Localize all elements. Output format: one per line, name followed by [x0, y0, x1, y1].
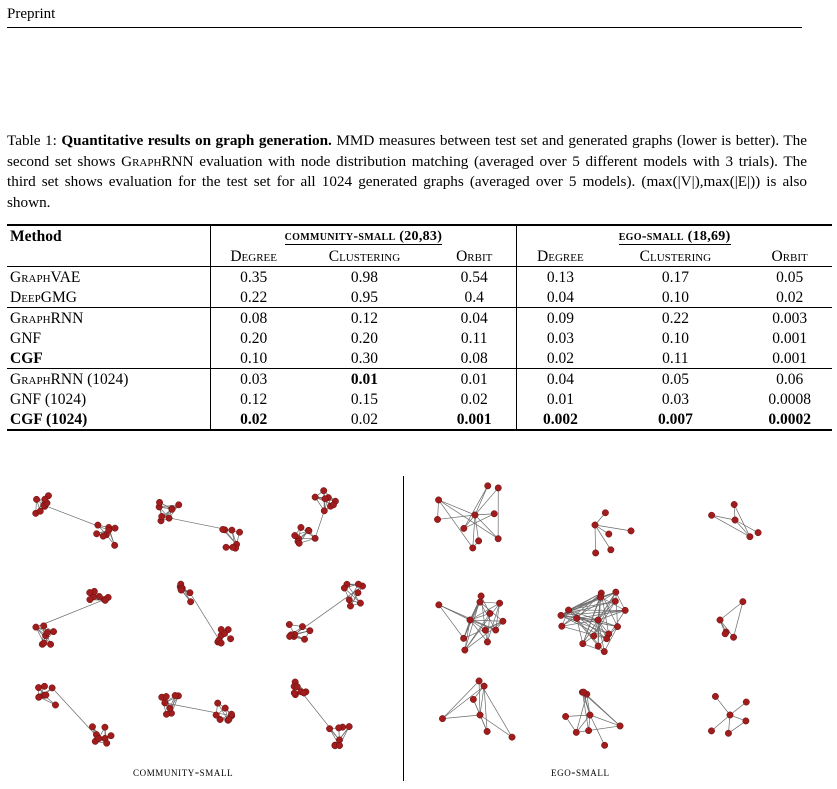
caption-graphrnn: GraphRNN [121, 152, 194, 170]
graph-node [41, 640, 47, 646]
graph-node [222, 705, 228, 711]
graph-node [606, 531, 612, 537]
method-cell: GraphVAE [7, 267, 210, 288]
graph-node [355, 590, 361, 596]
value-cell: 0.001 [772, 349, 808, 367]
value-cell: 0.03 [546, 329, 574, 347]
graph-edge [475, 515, 479, 541]
value-cell: 0.01 [297, 369, 432, 390]
value-cell: 0.30 [350, 349, 379, 367]
value-cell: 0.95 [350, 288, 379, 306]
graph-node [156, 499, 162, 505]
graph-node [286, 621, 292, 627]
graph-node [296, 540, 302, 546]
graph-node [732, 517, 738, 523]
graph-node [580, 689, 586, 695]
graph-node [573, 729, 579, 735]
graph-node [470, 545, 476, 551]
value-cell: 0.002 [517, 409, 604, 430]
graph-node [357, 600, 363, 606]
graph-node [178, 587, 184, 593]
value-cell: 0.001 [772, 329, 808, 347]
graph-node [163, 711, 169, 717]
graph-node [597, 594, 603, 600]
value-cell: 0.20 [240, 329, 268, 347]
metric-header: Degree [230, 247, 277, 265]
graph-edge [712, 515, 750, 536]
graph-samples-figure [0, 470, 837, 789]
graph-node [612, 598, 618, 604]
value-cell: 0.0002 [747, 409, 832, 430]
graph-node [298, 524, 304, 530]
caption-label: Table 1: [7, 132, 57, 149]
method-cell: CGF (1024) [7, 409, 210, 430]
graph-node [42, 496, 48, 502]
table-row [7, 348, 832, 369]
graph-node [608, 547, 614, 553]
graph-edge [315, 511, 324, 539]
graph-node [292, 532, 298, 538]
graph-node [355, 581, 361, 587]
graph-edge [711, 715, 730, 731]
method-cell: GNF [7, 328, 210, 348]
value-cell: 0.13 [517, 267, 604, 288]
graph-node [434, 516, 440, 522]
graph-node [470, 696, 476, 702]
graph-edge [475, 486, 488, 515]
graph-node [320, 487, 326, 493]
graph-node [460, 635, 466, 641]
graph-node [602, 510, 608, 516]
graph-node [743, 718, 749, 724]
graph-edge [439, 500, 499, 539]
value-cell: 0.05 [747, 267, 832, 288]
graph-node [346, 723, 352, 729]
value-cell: 0.4 [432, 287, 517, 308]
graph-node [321, 508, 327, 514]
graph-node [218, 640, 224, 646]
running-header: Preprint [7, 6, 56, 22]
value-cell: 0.09 [517, 308, 604, 329]
graph-node [36, 694, 42, 700]
value-cell: 0.10 [240, 349, 268, 367]
graph-node [159, 513, 165, 519]
graph-edge [442, 715, 480, 719]
graph-node [462, 647, 468, 653]
graph-node [484, 639, 490, 645]
metric-header: Orbit [432, 246, 517, 267]
graph-node [439, 715, 445, 721]
graph-edge [439, 605, 464, 639]
graph-samples [0, 470, 837, 789]
value-cell: 0.04 [546, 288, 574, 306]
method-header: Method [7, 225, 210, 246]
graph-node [299, 623, 305, 629]
value-cell: 0.11 [662, 349, 689, 367]
graph-node [49, 685, 55, 691]
graph-node [169, 506, 175, 512]
graph-node [162, 700, 168, 706]
graph-node [226, 716, 232, 722]
graph-node [614, 623, 620, 629]
method-cell: CGF [7, 348, 210, 369]
metric-header: Degree [537, 247, 584, 265]
graph-node [500, 618, 506, 624]
graph-edge [734, 602, 743, 638]
value-cell: 0.12 [297, 308, 432, 329]
value-cell: 0.02 [297, 409, 432, 430]
graph-node [312, 535, 318, 541]
graph-edge [595, 525, 596, 553]
header-rule [7, 27, 802, 28]
graph-node [559, 623, 565, 629]
graph-node [286, 633, 292, 639]
graph-node [487, 610, 493, 616]
graph-node [87, 589, 93, 595]
graph-node [306, 528, 312, 534]
graph-node [341, 585, 347, 591]
graph-node [481, 683, 487, 689]
graph-edge [475, 515, 498, 539]
value-cell: 0.98 [297, 267, 432, 288]
graph-node [176, 502, 182, 508]
graph-node [617, 723, 623, 729]
value-cell: 0.02 [210, 409, 297, 430]
graph-node [41, 623, 47, 629]
value-cell: 0.003 [747, 308, 832, 329]
value-cell: 0.35 [210, 267, 297, 288]
graph-node [44, 629, 50, 635]
value-cell: 0.001 [432, 409, 517, 430]
graph-edge [720, 602, 743, 620]
graph-node [307, 627, 313, 633]
graph-node [740, 598, 746, 604]
value-cell: 0.007 [603, 409, 747, 430]
graph-node [102, 724, 108, 730]
table-caption [7, 131, 807, 213]
graph-node [591, 633, 597, 639]
results-table [7, 224, 832, 431]
graph-node [595, 643, 601, 649]
graph-edge [616, 592, 618, 626]
graph-edge [712, 515, 735, 520]
graph-node [102, 597, 108, 603]
graph-node [217, 716, 223, 722]
graph-node [89, 724, 95, 730]
graph-node [112, 525, 118, 531]
value-cell: 0.01 [546, 390, 574, 408]
community-small-label: community-small [133, 765, 234, 779]
method-cell: GNF (1024) [7, 389, 210, 409]
graph-node [37, 508, 43, 514]
graph-node [496, 600, 502, 606]
table-row [7, 328, 832, 348]
graph-node [336, 742, 342, 748]
metric-header: Clustering [328, 247, 401, 265]
caption-title: Quantitative results on graph generation. [61, 132, 332, 149]
graph-node [220, 526, 226, 532]
graph-node [230, 544, 236, 550]
graph-node [492, 627, 498, 633]
value-cell: 0.05 [603, 369, 747, 390]
table-row [7, 267, 832, 288]
graph-edge [479, 681, 480, 715]
graph-node [294, 683, 300, 689]
method-cell: DeepGMG [7, 287, 210, 308]
graph-node [475, 538, 481, 544]
graph-node [755, 529, 761, 535]
table-row [7, 389, 832, 409]
graph-node [628, 528, 634, 534]
graph-node [93, 531, 99, 537]
graph-node [585, 727, 591, 733]
graph-edge [562, 626, 607, 638]
graph-node [214, 700, 220, 706]
graph-node [477, 712, 483, 718]
graph-node [717, 617, 723, 623]
graph-node [166, 515, 172, 521]
graph-node [33, 624, 39, 630]
graph-node [725, 730, 731, 736]
value-cell: 0.08 [210, 308, 297, 329]
graph-node [106, 527, 112, 533]
value-cell: 0.04 [517, 369, 604, 390]
value-cell: 0.02 [546, 349, 574, 367]
graph-node [100, 533, 106, 539]
graph-node [476, 678, 482, 684]
graph-node [472, 512, 478, 518]
value-cell: 0.22 [240, 288, 268, 306]
value-cell: 0.02 [432, 389, 517, 409]
graph-node [187, 599, 193, 605]
graph-edge [473, 515, 475, 548]
graph-node [187, 590, 193, 596]
graph-node [558, 612, 564, 618]
graph-node [35, 684, 41, 690]
value-cell: 0.20 [350, 329, 379, 347]
graph-node [223, 544, 229, 550]
value-cell: 0.04 [432, 308, 517, 329]
graph-node [592, 522, 598, 528]
graph-node [103, 740, 109, 746]
graph-node [595, 617, 601, 623]
graph-node [47, 641, 53, 647]
value-cell: 0.17 [603, 267, 747, 288]
method-cell: GraphRNN (1024) [7, 369, 210, 390]
graph-node [613, 589, 619, 595]
graph-node [96, 735, 102, 741]
graph-node [436, 602, 442, 608]
graph-node [574, 615, 580, 621]
graph-node [484, 728, 490, 734]
graph-node [172, 692, 178, 698]
graph-node [712, 693, 718, 699]
graph-node [601, 648, 607, 654]
graph-node [96, 593, 102, 599]
graph-edge [595, 525, 631, 531]
value-cell: 0.0008 [768, 390, 811, 408]
graph-node [435, 497, 441, 503]
graph-node [301, 690, 307, 696]
graph-node [467, 617, 473, 623]
graph-node [580, 640, 586, 646]
graph-node [477, 599, 483, 605]
community-small-header: community-small (20,83) [210, 225, 517, 246]
graph-node [111, 542, 117, 548]
caption-text-1: MMD measures between test set and generated graphs (lower is better). The second set shows [7, 132, 808, 170]
graph-node [291, 690, 297, 696]
graph-node [52, 702, 58, 708]
table-row [7, 287, 832, 308]
graph-node [322, 496, 328, 502]
graph-node [163, 693, 169, 699]
value-cell: 0.12 [240, 390, 268, 408]
graph-node [326, 725, 332, 731]
value-cell: 0.08 [432, 348, 517, 369]
graph-node [482, 627, 488, 633]
caption-text-2: evaluation with node distribution matching (averaged over 5 different models with 3 trials). The third set shows evaluation for the test set for all 1024 generated graphs (averaged over 5 models). (max(|V|),max(|E|)) is also shown. [7, 152, 808, 211]
graph-node [587, 712, 593, 718]
value-cell: 0.06 [747, 369, 832, 390]
value-cell: 0.15 [350, 390, 379, 408]
value-cell: 0.54 [432, 267, 517, 288]
graph-edge [52, 688, 99, 739]
graph-edge [735, 520, 758, 533]
graph-node [478, 593, 484, 599]
graph-node [312, 494, 318, 500]
graph-node [708, 512, 714, 518]
graph-node [727, 712, 733, 718]
value-cell: 0.22 [603, 308, 747, 329]
table-row [7, 369, 832, 390]
metric-header: Orbit [771, 247, 808, 265]
graph-node [301, 636, 307, 642]
ego-small-label: ego-small [551, 765, 610, 779]
table-row [7, 409, 832, 430]
graph-node [461, 525, 467, 531]
graph-node [562, 713, 568, 719]
ego-small-header: ego-small (18,69) [517, 225, 832, 246]
graph-node [622, 607, 628, 613]
graph-node [229, 527, 235, 533]
graph-node [491, 511, 497, 517]
graph-node [604, 635, 610, 641]
graph-node [485, 483, 491, 489]
graph-node [495, 536, 501, 542]
value-cell: 0.01 [432, 369, 517, 390]
graph-node [50, 628, 56, 634]
graph-node [43, 692, 49, 698]
graph-node [708, 728, 714, 734]
graph-node [336, 725, 342, 731]
graph-node [33, 496, 39, 502]
graph-edge [715, 696, 730, 715]
graph-node [167, 705, 173, 711]
graph-edge [36, 600, 104, 628]
graph-node [221, 630, 227, 636]
metric-header: Clustering [639, 247, 712, 265]
graph-node [347, 603, 353, 609]
figure-divider [403, 476, 404, 781]
graph-node [509, 734, 515, 740]
graph-node [747, 533, 753, 539]
graph-node [41, 683, 47, 689]
graph-edge [576, 694, 587, 732]
graph-node [565, 607, 571, 613]
graph-node [592, 550, 598, 556]
value-cell: 0.03 [210, 369, 297, 390]
graph-node [227, 636, 233, 642]
graph-node [95, 522, 101, 528]
value-cell: 0.10 [661, 329, 689, 347]
graph-node [731, 501, 737, 507]
graph-node [495, 485, 501, 491]
graph-node [330, 502, 336, 508]
graph-node [108, 732, 114, 738]
graph-node [601, 742, 607, 748]
method-cell: GraphRNN [7, 308, 210, 329]
value-cell: 0.10 [661, 288, 689, 306]
value-cell: 0.02 [776, 288, 804, 306]
graph-node [236, 529, 242, 535]
graph-node [87, 596, 93, 602]
graph-node [346, 597, 352, 603]
value-cell: 0.11 [432, 328, 517, 348]
graph-node [722, 631, 728, 637]
table-row [7, 308, 832, 329]
value-cell: 0.03 [661, 390, 689, 408]
graph-edge [190, 593, 221, 643]
graph-node [730, 634, 736, 640]
graph-node [743, 699, 749, 705]
